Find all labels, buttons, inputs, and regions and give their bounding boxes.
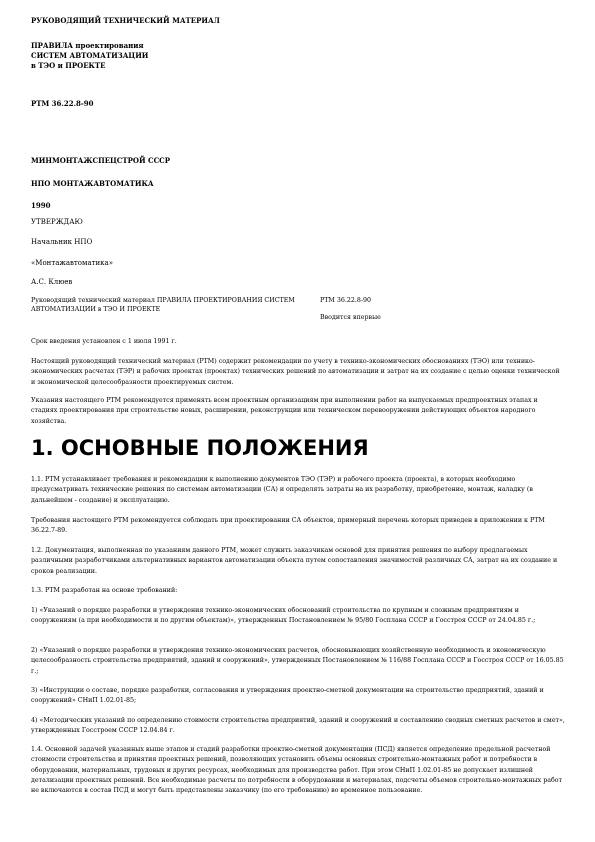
para-1-1-b: Требования настоящего РТМ рекомендуется соблюдать при проектировании СА объектов, примерный перечень которых приведен в приложении к РТМ 36.22.7-89. (31, 517, 545, 535)
doc-info-note: Вводится впервые (320, 313, 381, 321)
doc-info-title: Руководящий технический материал ПРАВИЛА ПРОЕКТИРОВАНИЯ СИСТЕМ АВТОМАТИЗАЦИИ в ТЭО И ПРОЕКТЕ (31, 297, 295, 313)
approval-position: Начальник НПО (31, 238, 93, 246)
npo-name: НПО МОНТАЖАВТОМАТИКА (31, 179, 154, 188)
para-1-3: 1.3. РТМ разработан на основе требований: (31, 587, 178, 594)
effective-date: Срок введения установлен с 1 июля 1991 г. (31, 338, 177, 345)
doc-code: РТМ 36.22.8-90 (31, 99, 94, 108)
intro-paragraph-1: Настоящий руководящий технический материал (РТМ) содержит рекомендации по учету в технико-экономических обоснованиях (ТЭО) или технико-экономических расчетах (ТЭР) и рабочих проектах (проектах) технических решений по автоматизации и затрат на их создание с целью оценки технической и экономической целесообразности проектируемых систем. (31, 358, 560, 386)
doc-type: РУКОВОДЯЩИЙ ТЕХНИЧЕСКИЙ МАТЕРИАЛ (31, 16, 220, 25)
approval-org: «Монтажавтоматика» (31, 259, 114, 267)
doc-info-table (31, 297, 411, 322)
reference-4: 4) «Методических указаний по определению стоимости строительства предприятий, зданий и сооружений и составлению сводных сметных расчетов и смет», утвержденных Госстроем СССР 12.04.84 г. (31, 717, 565, 735)
ministry: МИНМОНТАЖСПЕЦСТРОЙ СССР (31, 156, 170, 165)
doc-title-line-1: ПРАВИЛА проектирования (31, 41, 144, 50)
approval-person: А.С. Клюев (31, 278, 73, 286)
intro-paragraph-2: Указания настоящего РТМ рекомендуется применять всем проектным организациям при выполнении работ на выпускаемых предпроектных этапах и стадиях проектирования при строительстве новых, расширении, реконструкции или техническом перевооружении действующих объектов народного хозяйства. (31, 397, 538, 425)
reference-3: 3) «Инструкции о составе, порядке разработки, согласования и утверждения проектно-сметной документации на строительство предприятий, зданий и сооружений» СНиП 1.02.01-85; (31, 687, 544, 705)
approval-label: УТВЕРЖДАЮ (31, 218, 83, 226)
doc-info-right (320, 297, 411, 322)
reference-1: 1) «Указаний о порядке разработки и утверждения технико-экономических обоснований строительства по крупным и сложным предприятиям и сооружениям (а при необходимости и по другим объектам)», утвержденных Постановлением № 95/80 Госплана СССР и Госстроя СССР от 24.04.85 г.; (31, 607, 536, 625)
para-1-1: 1.1. РТМ устанавливает требования и рекомендации к выполнению документов ТЭО (ТЭР) и рабочего проекта (проекта), в которых необходимо предусматривать технические решения по системам автоматизации (СА) и определять затраты на их разработку, приобретение, монтаж, наладку (в дальнейшем - создание) и эксплуатацию. (31, 476, 533, 504)
para-1-2: 1.2. Документация, выполненная по указаниям данного РТМ, может служить заказчикам основой для принятия решения по выбору предлагаемых различными разработчиками альтернативных вариантов автоматизации объекта путем сопоставления значимостей различных СА, затрат на их создание и сроков реализации. (31, 547, 558, 575)
doc-info-code: РТМ 36.22.8-90 (320, 297, 372, 304)
section-heading: 1. ОСНОВНЫЕ ПОЛОЖЕНИЯ (31, 436, 369, 460)
reference-2: 2) «Указаний о порядке разработки и утверждения технико-экономических расчетов, обосновывающих хозяйственную необходимость и экономическую целесообразность строительства предприятий, зданий и сооружений», утвержденных Постановлением № 116/88 Госплана СССР и Госстроя СССР от 16.05.85 г.; (31, 647, 564, 675)
para-1-4: 1.4. Основной задачей указанных выше этапов и стадий разработки проектно-сметной документации (ПСД) является определение предельной расчетной стоимости строительства и принятия проектных решений, позволяющих установить объемы основных строительно-монтажных работ и потребности в оборудовании, материальных, трудовых и других ресурсах, необходимых для производства работ. При этом СНиП 1.02.01-85 не допускает излишней детализации проектных решений. Все необходимые расчеты по потребности в оборудовании и материалах, подсчеты объемов строительно-монтажных работ не включаются в состав ПСД и могут быть представлены заказчику (по его требованию) во временное пользование. (31, 746, 563, 795)
year: 1990 (31, 201, 51, 210)
doc-title-line-2: СИСТЕМ АВТОМАТИЗАЦИИ (31, 51, 149, 60)
doc-title-line-3: в ТЭО и ПРОЕКТЕ (31, 61, 106, 70)
